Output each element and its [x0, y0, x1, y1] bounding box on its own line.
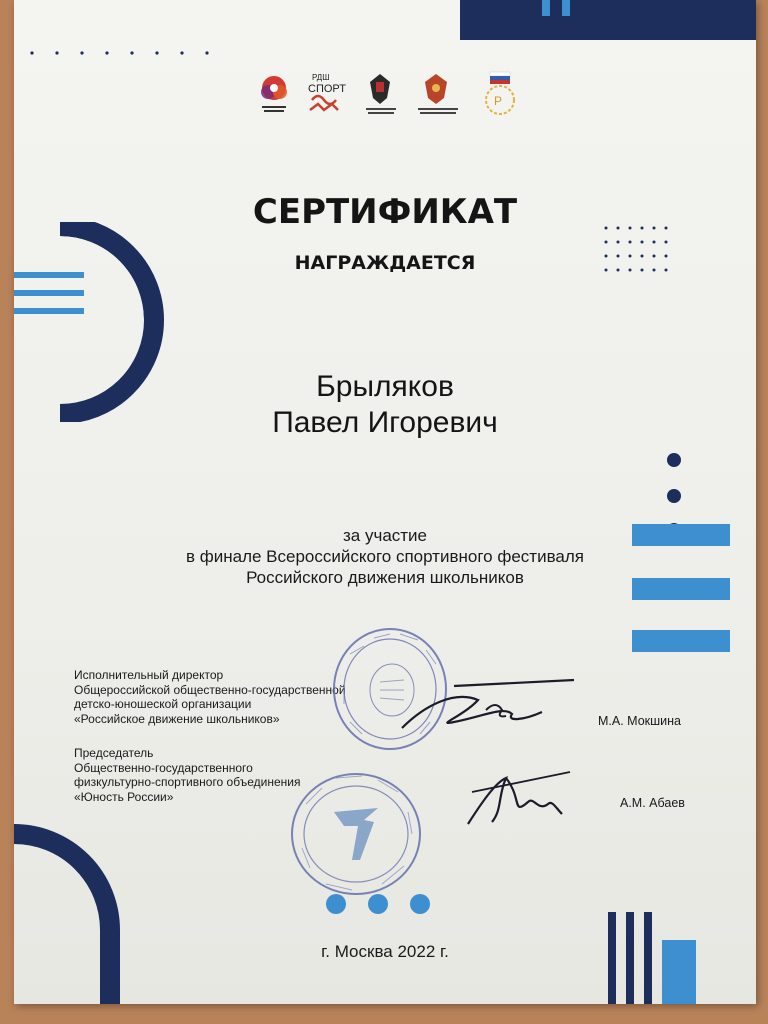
rdsh-sport-logo — [308, 73, 346, 110]
left-stripe-3 — [14, 308, 84, 314]
bottom-dots-svg — [322, 890, 442, 920]
logos-svg — [246, 70, 536, 124]
bottom-dots — [322, 890, 442, 920]
ministry-education-emblem — [418, 74, 458, 114]
logos-row — [246, 70, 536, 124]
signature-1-svg — [394, 676, 594, 736]
svg-text:СПОРТ: СПОРТ — [308, 83, 346, 95]
signatory-2-line: «Юность России» — [74, 789, 174, 804]
reason-line-1: за участие — [342, 526, 428, 545]
top-right-bar-accent — [542, 0, 550, 16]
svg-text:Р: Р — [494, 94, 503, 108]
yunost-rossii-logo — [486, 72, 514, 114]
signatory-2-line: физкультурно-спортивного объединения — [74, 775, 301, 789]
signature-1 — [394, 676, 594, 736]
rdsh-logo — [261, 76, 287, 112]
signatory-1-line: детско-юношеской организации — [74, 697, 252, 711]
signatory-2-line: Общественно-государственного — [74, 760, 253, 775]
certificate-subtitle: НАГРАЖДАЕТСЯ — [294, 252, 476, 274]
top-right-bar — [460, 0, 756, 40]
signatory-1-line: «Российское движение школьников» — [74, 711, 280, 726]
bottom-left-arc-svg — [14, 822, 124, 1004]
top-right-bar-accent — [562, 0, 570, 16]
certificate-title: СЕРТИФИКАТ — [252, 192, 518, 232]
reason-line-3: Российского движения школьников — [246, 568, 524, 587]
signatory-1-line: Исполнительный директор — [74, 668, 224, 682]
svg-text:РДШ: РДШ — [312, 73, 330, 82]
recipient-first-middle: Павел Игоревич — [272, 406, 498, 439]
signatory-1-line: Общероссийской общественно-государственной — [74, 682, 346, 697]
reason-line-2: в финале Всероссийского спортивного фестиваля — [185, 547, 584, 566]
top-dot-row-svg — [30, 51, 230, 55]
signatory-2-line: Председатель — [74, 746, 154, 760]
stamp-yunost — [286, 768, 436, 898]
signatory-1-name: М.А. Мокшина — [598, 714, 682, 728]
place-date: г. Москва 2022 г. — [321, 942, 449, 961]
ministry-sport-emblem — [366, 74, 396, 114]
right-bar-3 — [632, 630, 730, 652]
signature-2 — [462, 752, 582, 832]
bottom-left-arc — [14, 822, 124, 1004]
certificate-sheet — [14, 0, 756, 1004]
recipient-last-name: Брыляков — [316, 370, 454, 403]
signature-2-svg — [462, 752, 582, 832]
signatory-2-name: А.М. Абаев — [620, 796, 685, 810]
stamp-yunost-svg — [286, 768, 436, 898]
left-stripe-2 — [14, 290, 84, 296]
top-dot-row — [30, 42, 230, 46]
